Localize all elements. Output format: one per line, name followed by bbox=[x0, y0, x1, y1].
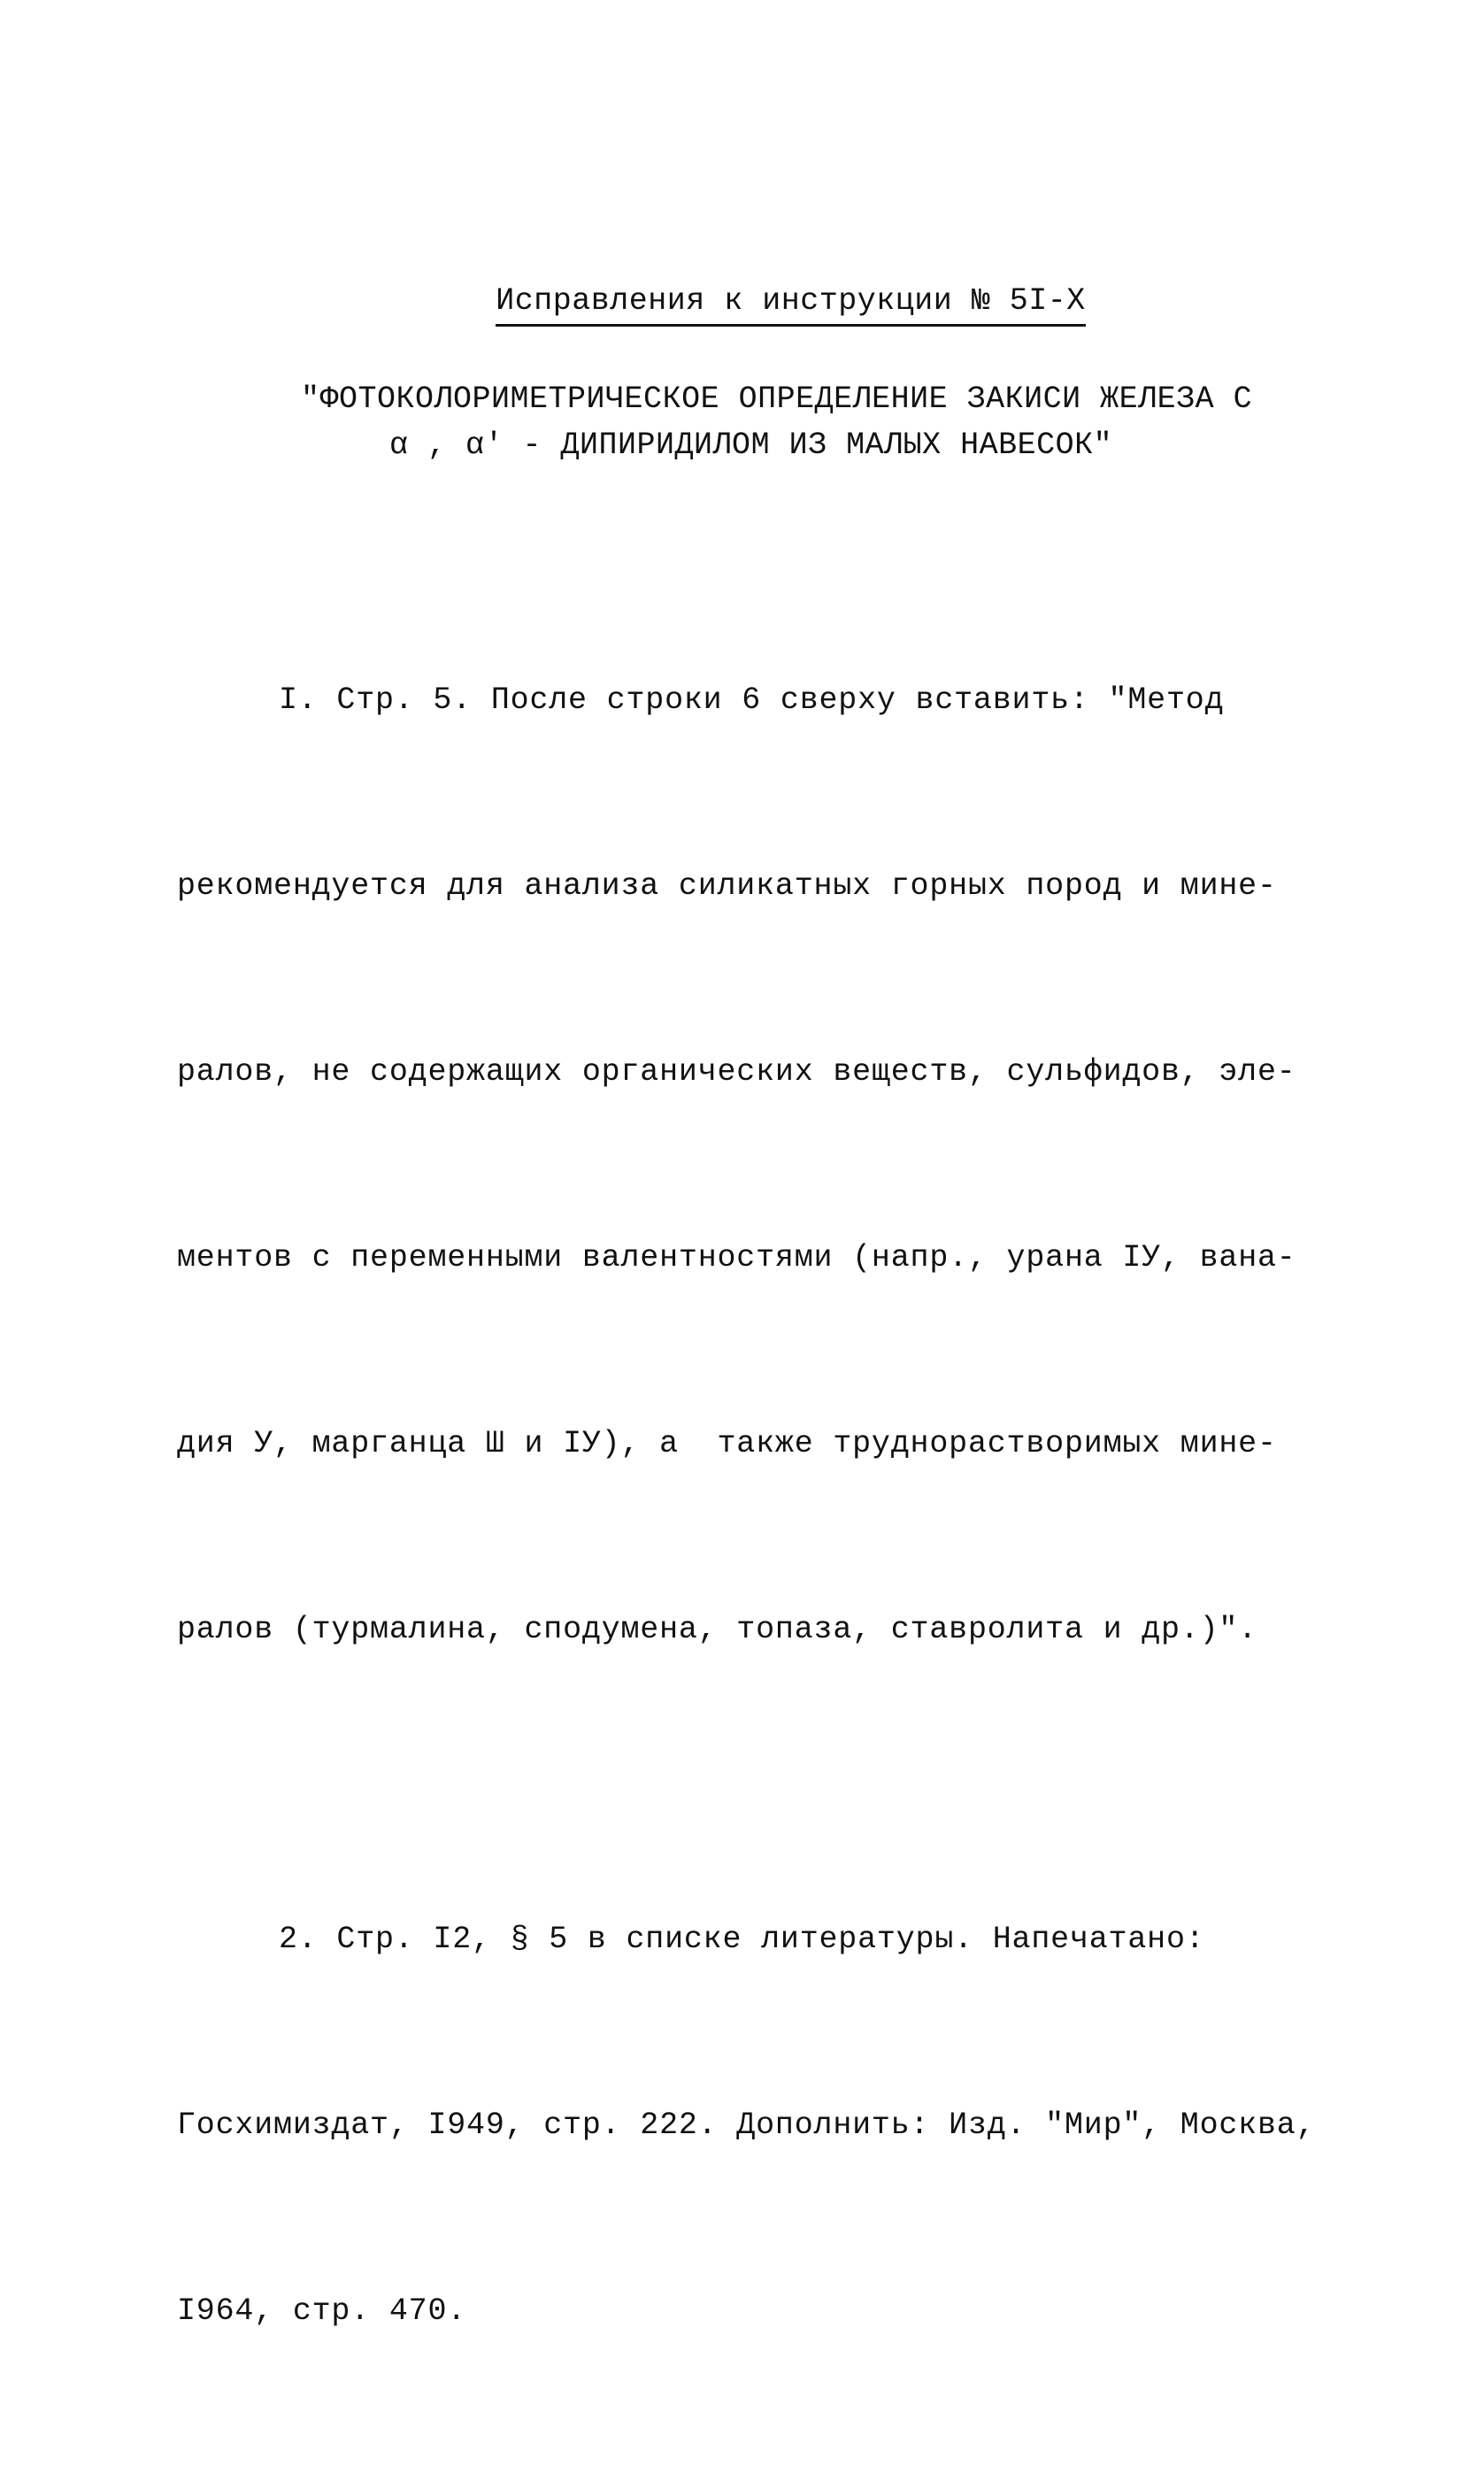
document-subtitle bbox=[301, 376, 1363, 468]
subtitle-line-2: α , α' - ДИПИРИДИЛОМ ИЗ МАЛЫХ НАВЕСОК" bbox=[389, 428, 1113, 463]
item1-line-3: ралов, не содержащих органических веществ, сульфидов, эле- bbox=[177, 1054, 1296, 1090]
subtitle-line-1: "ФОТОКОЛОРИМЕТРИЧЕСКОЕ ОПРЕДЕЛЕНИЕ ЗАКИСИ ЖЕЛЕЗА С bbox=[301, 381, 1253, 417]
heading-text: Исправления к инструкции № 5I-Х bbox=[496, 281, 1086, 327]
item1-line-6: ралов (турмалина, сподумена, топаза, ставролита и др.)". bbox=[177, 1612, 1257, 1647]
document-body bbox=[177, 545, 1327, 2466]
item1-line-1: I. Стр. 5. После строки 6 сверху вставить: "Метод bbox=[279, 682, 1225, 718]
item1-line-2: рекомендуется для анализа силикатных горных пород и мине- bbox=[177, 868, 1277, 904]
item2-line-2: Госхимиздат, I949, стр. 222. Дополнить: Изд. "Мир", Москва, bbox=[177, 2108, 1316, 2143]
item2-line-3: I964, стр. 470. bbox=[177, 2293, 467, 2329]
item2-line-1: 2. Стр. I2, § 5 в списке литературы. Напечатано: bbox=[279, 1922, 1205, 1957]
correction-item-1 bbox=[177, 545, 1327, 1784]
document-heading bbox=[0, 281, 1484, 327]
correction-item-2 bbox=[177, 1784, 1327, 2466]
item1-line-4: ментов с переменными валентностями (напр., урана IУ, вана- bbox=[177, 1240, 1296, 1275]
item1-line-5: дия У, марганца Ш и IУ), а также труднорастворимых мине- bbox=[177, 1426, 1277, 1461]
